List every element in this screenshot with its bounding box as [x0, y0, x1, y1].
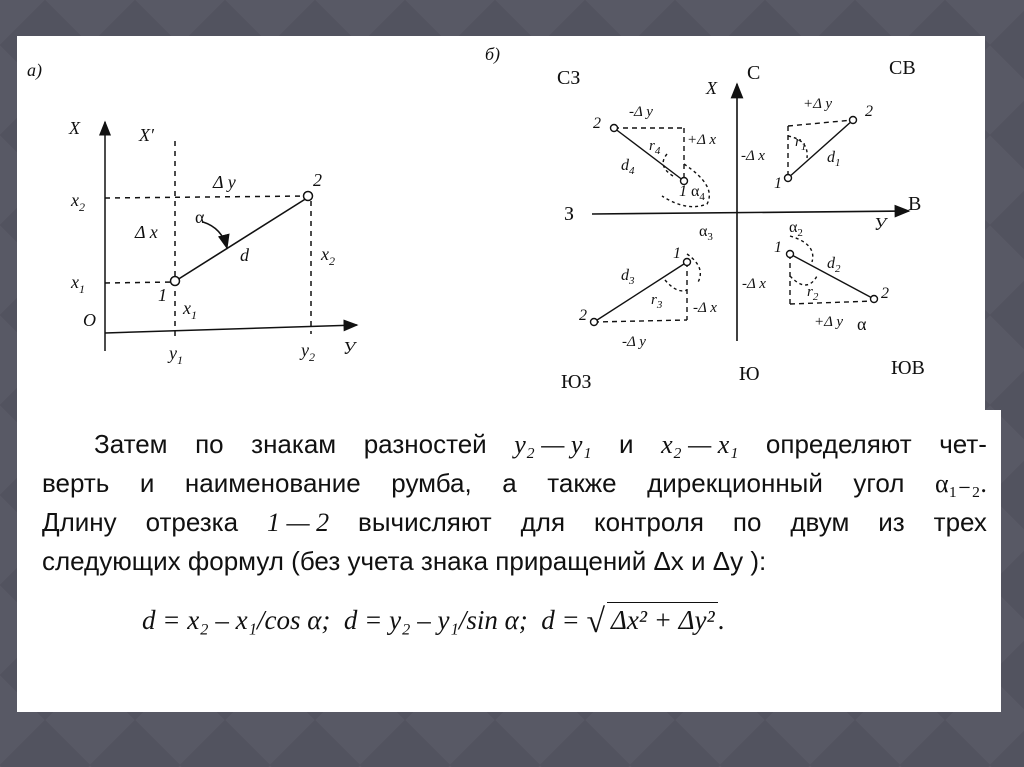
q2-d-label: $d_2$ [827, 255, 841, 275]
q4-r-label: $r_4$ [649, 138, 661, 157]
q4-point-1: 1 [679, 183, 687, 200]
q2-alpha-extra: α [857, 314, 867, 334]
delta-y-label: Δ y [213, 172, 236, 192]
q2-dx-label: -Δ x [742, 276, 766, 292]
inner-x2-label: $x_2$ [321, 244, 335, 268]
axis-y-label: У [343, 338, 356, 358]
point-2 [304, 192, 313, 201]
q2-dy-label: +Δ y [814, 314, 844, 330]
q3-r-label: $r_3$ [651, 292, 663, 311]
direction-n: С [747, 62, 761, 84]
q4-alpha-label: $\alpha_4$ [691, 183, 705, 203]
alpha-arc [203, 222, 227, 248]
q3-alpha-label: $\alpha_3$ [699, 223, 713, 243]
q1-point-2: 2 [865, 103, 873, 120]
formula-sqrt-lhs: d = [541, 605, 587, 635]
q1-dx-label: -Δ x [741, 148, 765, 164]
q3-d-label: $d_3$ [621, 267, 635, 287]
point-1 [171, 277, 180, 286]
formula-cos: d = x₂ – x₁/cos α; [142, 605, 331, 635]
origin-label: O [83, 310, 96, 330]
q3-dy-label: -Δ y [622, 334, 646, 350]
axis-x-label: X [69, 118, 80, 138]
sqrt-icon: √ [586, 603, 606, 640]
formula-row [142, 602, 724, 641]
q3-dx-label: -Δ x [693, 300, 717, 316]
q1-point-1: 1 [774, 175, 782, 192]
formula-sin: d = y₂ – y₁/sin α; [343, 605, 528, 635]
q2-alpha-label: $\alpha_2$ [789, 219, 803, 239]
figure-panel [17, 36, 985, 410]
compass-axis-y-label: У [874, 214, 887, 234]
text-line-3: Длину отрезка 1 — 2 вычисляют для контроля по двум из трех [42, 507, 987, 537]
direction-sw: ЮЗ [561, 371, 592, 393]
x2-tick-label: $x_2$ [71, 190, 85, 214]
quadrant-sw [591, 254, 701, 326]
text-line-2: верть и наименование румба, а также дирекционный угол α₁₋₂. [42, 468, 987, 498]
q4-d-label: $d_4$ [621, 157, 635, 177]
x1-tick-label: $x_1$ [71, 272, 85, 296]
alpha-label: α [195, 207, 205, 227]
compass-axis-x-label: X [706, 78, 717, 98]
q1-dy-label: +Δ y [803, 96, 833, 112]
q2-point-2: 2 [881, 285, 889, 302]
q1-d-label: $d_1$ [827, 149, 841, 169]
direction-ne: СВ [889, 57, 916, 79]
direction-e: В [908, 193, 922, 215]
y2-tick-label: $y_2$ [301, 340, 315, 364]
point-1-label: 1 [158, 285, 167, 305]
q4-dx-label: +Δ x [687, 132, 717, 148]
label-a: а) [27, 60, 42, 80]
x1-guide [105, 282, 175, 283]
q2-point-1: 1 [774, 239, 782, 256]
compass-y-axis [592, 211, 909, 214]
label-b: б) [485, 44, 501, 64]
q4-point-2: 2 [593, 115, 601, 132]
text-line-1: Затем по знакам разностей y₂ — y₁ и x₂ — x₁ определяют чет- [94, 429, 987, 459]
direction-se: ЮВ [891, 357, 925, 379]
point-2-label: 2 [313, 170, 322, 190]
text-panel [17, 410, 1001, 712]
inner-x1-label: $x_1$ [183, 298, 197, 322]
direction-w: З [564, 203, 575, 225]
delta-x-label: Δ x [135, 222, 158, 242]
text-line-4: следующих формул (без учета знака приращений Δx и Δy ): [42, 546, 767, 576]
y-axis-line [105, 325, 357, 333]
coordinate-figure [17, 36, 985, 410]
q3-point-1: 1 [673, 245, 681, 262]
q3-point-2: 2 [579, 307, 587, 324]
d-label: d [240, 245, 249, 265]
axis-x-prime-label: X′ [139, 125, 154, 145]
q4-dy-label: -Δ y [629, 104, 653, 120]
y1-tick-label: $y_1$ [169, 343, 183, 367]
q2-r-label: $r_2$ [807, 284, 819, 303]
formula-sqrt-radicand: Δx² + Δy² [607, 602, 718, 636]
x2-guide [105, 196, 307, 198]
direction-s: Ю [739, 363, 760, 385]
formula-end: . [717, 605, 725, 635]
q1-r-label: $r_1$ [795, 134, 807, 153]
paragraph [42, 425, 987, 581]
direction-nw: СЗ [557, 67, 581, 89]
